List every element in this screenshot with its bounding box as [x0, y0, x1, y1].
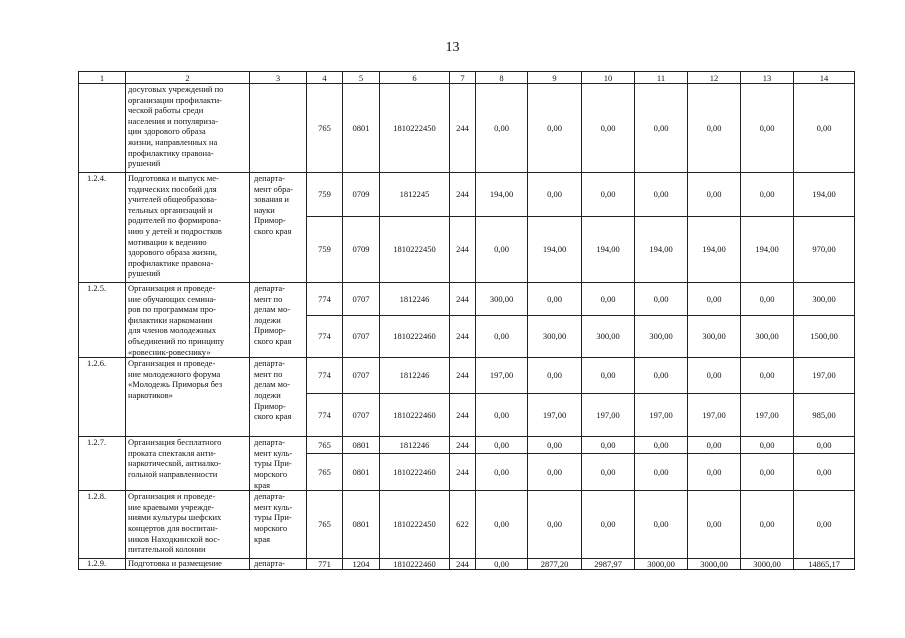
value-cell: 765 [307, 491, 343, 559]
value-cell: 244 [450, 358, 476, 394]
value-cell: 0,00 [741, 437, 794, 454]
value-cell: 194,00 [635, 217, 688, 283]
item-number-cell: 1.2.8. [79, 491, 126, 559]
value-cell: 759 [307, 173, 343, 217]
value-cell: 0,00 [635, 84, 688, 173]
value-cell: 3000,00 [635, 559, 688, 570]
value-cell: 300,00 [688, 315, 741, 357]
value-cell: 0,00 [635, 491, 688, 559]
value-cell: 0801 [343, 454, 380, 491]
value-cell: 0,00 [635, 437, 688, 454]
value-cell: 194,00 [528, 217, 582, 283]
header-cell: 6 [380, 72, 450, 84]
header-cell: 1 [79, 72, 126, 84]
value-cell: 0,00 [688, 283, 741, 316]
value-cell: 1812245 [380, 173, 450, 217]
value-cell: 622 [450, 491, 476, 559]
value-cell: 14865,17 [794, 559, 855, 570]
header-cell: 7 [450, 72, 476, 84]
value-cell: 0,00 [741, 283, 794, 316]
value-cell: 1810222460 [380, 454, 450, 491]
responsible-cell: департа- мент по делам мо- лодежи Примор- ского края [250, 358, 307, 437]
value-cell: 0,00 [741, 173, 794, 217]
value-cell: 0709 [343, 173, 380, 217]
value-cell: 197,00 [635, 394, 688, 437]
value-cell: 771 [307, 559, 343, 570]
value-cell: 194,00 [688, 217, 741, 283]
page-number: 13 [445, 40, 460, 55]
value-cell: 1810222450 [380, 84, 450, 173]
header-cell: 12 [688, 72, 741, 84]
value-cell: 0,00 [794, 437, 855, 454]
value-cell: 0,00 [688, 437, 741, 454]
value-cell: 0,00 [688, 84, 741, 173]
value-cell: 197,00 [476, 358, 528, 394]
item-number-cell: 1.2.7. [79, 437, 126, 491]
value-cell: 197,00 [688, 394, 741, 437]
header-cell: 8 [476, 72, 528, 84]
value-cell: 1810222450 [380, 491, 450, 559]
value-cell: 244 [450, 437, 476, 454]
value-cell: 0,00 [582, 173, 635, 217]
value-cell: 197,00 [582, 394, 635, 437]
value-cell: 0,00 [794, 491, 855, 559]
responsible-cell: департа- мент обра- зования и науки Примор- ского края [250, 173, 307, 283]
header-cell: 13 [741, 72, 794, 84]
value-cell: 0,00 [635, 358, 688, 394]
value-cell: 0,00 [635, 454, 688, 491]
responsible-cell: департа- мент по делам мо- лодежи Примор- ского края [250, 283, 307, 358]
value-cell: 1812246 [380, 437, 450, 454]
value-cell: 0707 [343, 315, 380, 357]
value-cell: 774 [307, 315, 343, 357]
value-cell: 0,00 [741, 84, 794, 173]
header-cell: 10 [582, 72, 635, 84]
value-cell: 0709 [343, 217, 380, 283]
value-cell: 3000,00 [741, 559, 794, 570]
table-row [79, 84, 855, 173]
header-cell: 2 [126, 72, 250, 84]
value-cell: 0,00 [476, 394, 528, 437]
value-cell: 0,00 [476, 454, 528, 491]
value-cell: 244 [450, 84, 476, 173]
value-cell: 765 [307, 437, 343, 454]
value-cell: 0,00 [528, 491, 582, 559]
value-cell: 0,00 [476, 491, 528, 559]
header-cell: 9 [528, 72, 582, 84]
value-cell: 0707 [343, 358, 380, 394]
value-cell: 1810222460 [380, 315, 450, 357]
value-cell: 2987,97 [582, 559, 635, 570]
value-cell: 244 [450, 283, 476, 316]
value-cell: 0,00 [741, 358, 794, 394]
value-cell: 244 [450, 559, 476, 570]
value-cell: 194,00 [476, 173, 528, 217]
header-cell: 5 [343, 72, 380, 84]
value-cell: 0,00 [794, 454, 855, 491]
value-cell: 0,00 [688, 491, 741, 559]
value-cell: 244 [450, 173, 476, 217]
description-cell: досуговых учреждений по организации профилакти- ческой работы среди населения и популяриза- ции здорового образа жизни, направленных на профилактику правона- рушений [126, 84, 250, 173]
header-cell: 4 [307, 72, 343, 84]
header-row [79, 72, 855, 84]
table-row [79, 437, 855, 454]
value-cell: 0,00 [476, 437, 528, 454]
value-cell: 300,00 [528, 315, 582, 357]
description-cell: Подготовка и размещение [126, 559, 250, 570]
value-cell: 774 [307, 283, 343, 316]
value-cell: 0,00 [528, 84, 582, 173]
value-cell: 765 [307, 84, 343, 173]
item-number-cell: 1.2.6. [79, 358, 126, 437]
table-row [79, 491, 855, 559]
value-cell: 244 [450, 454, 476, 491]
value-cell: 0,00 [688, 358, 741, 394]
value-cell: 0,00 [582, 283, 635, 316]
value-cell: 1812246 [380, 358, 450, 394]
value-cell: 1812246 [380, 283, 450, 316]
item-number-cell: 1.2.9. [79, 559, 126, 570]
description-cell: Организация и проведе- ние молодежного форума «Молодежь Приморья без наркотиков» [126, 358, 250, 437]
value-cell: 197,00 [741, 394, 794, 437]
value-cell: 0,00 [528, 173, 582, 217]
header-cell: 3 [250, 72, 307, 84]
value-cell: 0801 [343, 84, 380, 173]
description-cell: Организация бесплатного проката спектакля анти- наркотической, антиалко- гольной направленности [126, 437, 250, 491]
header-cell: 14 [794, 72, 855, 84]
value-cell: 3000,00 [688, 559, 741, 570]
value-cell: 774 [307, 358, 343, 394]
value-cell: 0,00 [476, 84, 528, 173]
value-cell: 0,00 [741, 454, 794, 491]
table-row [79, 283, 855, 316]
value-cell: 0,00 [635, 173, 688, 217]
program-table [78, 71, 855, 570]
value-cell: 0707 [343, 394, 380, 437]
item-number-cell [79, 84, 126, 173]
value-cell: 300,00 [794, 283, 855, 316]
value-cell: 1810222450 [380, 217, 450, 283]
description-cell: Организация и проведе- ние обучающих семина- ров по программам про- филактики наркомании для членов молодежных объединений по принципу «ровесник-ровеснику» [126, 283, 250, 358]
value-cell: 0,00 [582, 84, 635, 173]
value-cell: 300,00 [741, 315, 794, 357]
value-cell: 0,00 [688, 173, 741, 217]
value-cell: 2877,20 [528, 559, 582, 570]
value-cell: 0,00 [476, 315, 528, 357]
value-cell: 300,00 [476, 283, 528, 316]
value-cell: 0,00 [582, 358, 635, 394]
value-cell: 244 [450, 394, 476, 437]
value-cell: 1810222460 [380, 559, 450, 570]
value-cell: 985,00 [794, 394, 855, 437]
value-cell: 194,00 [741, 217, 794, 283]
table-row [79, 358, 855, 394]
value-cell: 197,00 [528, 394, 582, 437]
value-cell: 0,00 [582, 437, 635, 454]
value-cell: 765 [307, 454, 343, 491]
value-cell: 0,00 [528, 454, 582, 491]
item-number-cell: 1.2.5. [79, 283, 126, 358]
value-cell: 970,00 [794, 217, 855, 283]
table-row [79, 173, 855, 217]
table-row [79, 559, 855, 570]
description-cell: Организация и проведе- ние краевыми учрежде- ниями культуры шефских концертов для воспитан- ников Находкинской вос- питательной колонии [126, 491, 250, 559]
value-cell: 0,00 [528, 437, 582, 454]
value-cell: 0,00 [688, 454, 741, 491]
value-cell: 0,00 [794, 84, 855, 173]
value-cell: 774 [307, 394, 343, 437]
value-cell: 194,00 [582, 217, 635, 283]
value-cell: 0,00 [476, 559, 528, 570]
value-cell: 0,00 [582, 454, 635, 491]
value-cell: 0,00 [476, 217, 528, 283]
value-cell: 0,00 [741, 491, 794, 559]
value-cell: 300,00 [582, 315, 635, 357]
value-cell: 244 [450, 217, 476, 283]
header-cell: 11 [635, 72, 688, 84]
responsible-cell: департа- мент куль- туры При- морского края [250, 437, 307, 491]
description-cell: Подготовка и выпуск ме- тодических пособий для учителей общеобразова- тельных организаций и родителей по формирова- нию у детей и подростков мотивации к ведению здорового образа жизни, профилактике правона- рушений [126, 173, 250, 283]
value-cell: 759 [307, 217, 343, 283]
value-cell: 1500,00 [794, 315, 855, 357]
value-cell: 0,00 [582, 491, 635, 559]
value-cell: 0,00 [528, 358, 582, 394]
responsible-cell [250, 84, 307, 173]
value-cell: 1204 [343, 559, 380, 570]
value-cell: 300,00 [635, 315, 688, 357]
value-cell: 0801 [343, 491, 380, 559]
value-cell: 194,00 [794, 173, 855, 217]
value-cell: 197,00 [794, 358, 855, 394]
value-cell: 244 [450, 315, 476, 357]
value-cell: 0801 [343, 437, 380, 454]
value-cell: 0,00 [635, 283, 688, 316]
value-cell: 0,00 [528, 283, 582, 316]
value-cell: 0707 [343, 283, 380, 316]
responsible-cell: департа- [250, 559, 307, 570]
item-number-cell: 1.2.4. [79, 173, 126, 283]
responsible-cell: департа- мент куль- туры При- морского края [250, 491, 307, 559]
value-cell: 1810222460 [380, 394, 450, 437]
